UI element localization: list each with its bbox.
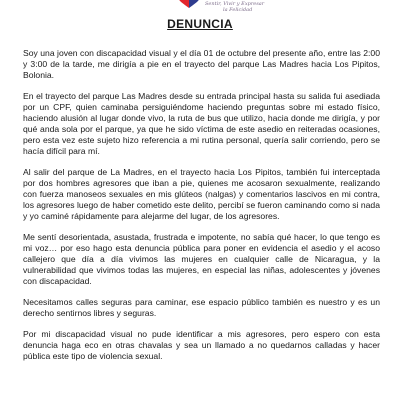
logo bbox=[178, 0, 200, 8]
tagline-line-1: Sentir, Vivir y Expresar bbox=[205, 1, 265, 7]
paragraph-4: Me sentí desorientada, asustada, frustrada e impotente, no sabía qué hacer, lo que tengo es mi voz… por eso hago esta denuncia pública para poner en evidencia el asedio y el acoso callejero que día a día vivimos las mujeres en cualquier calle de Nicaragua, y la vulnerabilidad que vivimos todas las mujeres, en especial las niñas, adolescentes y jóvenes con discapacidad. bbox=[23, 232, 380, 286]
paragraph-5: Necesitamos calles seguras para caminar, ese espacio público también es nuestro y es un derecho sentirnos libres y seguras. bbox=[23, 297, 380, 318]
document-body bbox=[23, 48, 380, 372]
paragraph-3: Al salir del parque de La Madres, en el trayecto hacia Los Pipitos, también fui interceptada por dos hombres agresores que iban a pie, quienes me acosaron sexualmente, realizando con fuerza manoseos sexuales en mis glúteos (nalgas) y comentarios lascivos en mi contra, los agresores luego de haber cometido este delito, percibí se fueron caminando como si nada y yo caminé rápidamente para alejarme del lugar, de los agresores. bbox=[23, 167, 380, 221]
heart-logo-icon bbox=[178, 0, 200, 8]
paragraph-2: En el trayecto del parque Las Madres desde su entrada principal hasta su salida fui asediada por un CPF, quien caminaba persiguiéndome haciendo preguntas sobre mi estado físico, haciendo alusión al lugar donde vivo, la ruta de bus que utilizo, hacia donde me dirigía, y por qué anda sola por el parque, ya que he sido víctima de este asedio en reiteradas ocasiones, pero esta vez este sujeto hizo referencia a mi rutina personal, quería salir corriendo, pero se hacía difícil para mí. bbox=[23, 91, 380, 156]
paragraph-6: Por mi discapacidad visual no pude identificar a mis agresores, pero espero con esta denuncia haga eco en otras chavalas y sea un llamado a no quedarnos calladas y hacer pública este tipo de violencia sexual. bbox=[23, 329, 380, 361]
tagline-line-2: la Felicidad bbox=[223, 7, 253, 13]
paragraph-1: Soy una joven con discapacidad visual y el día 01 de octubre del presente año, entre las 2:00 y 3:00 de la tarde, me dirigía a pie en el trayecto del parque Las Madres hacia Los Pipitos, Bolonia. bbox=[23, 48, 380, 80]
document-title: DENUNCIA bbox=[167, 17, 233, 31]
tagline bbox=[205, 1, 264, 13]
